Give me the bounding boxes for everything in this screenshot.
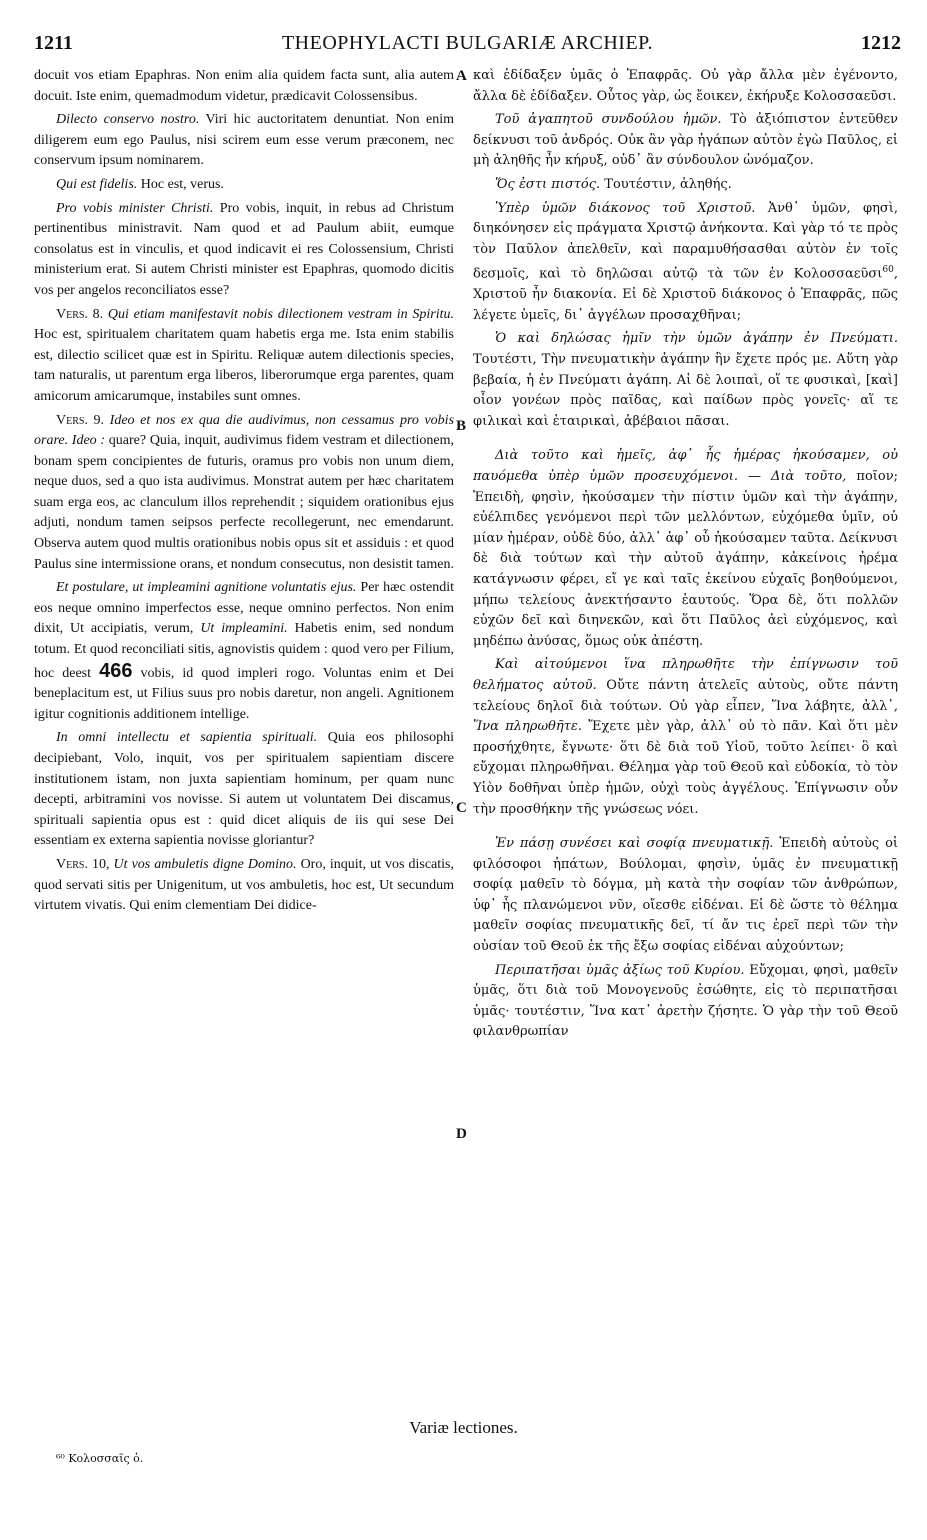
lemma: Τοῦ ἀγαπητοῦ συνδούλου ἡμῶν. [495,112,722,128]
page-number-right: 1212 [861,32,901,54]
latin-paragraph: Qui est fidelis. Hoc est, verus. [56,176,224,192]
lemma: Ut impleamini. [200,621,288,637]
greek-paragraph: Καὶ αἰτούμενοι ἵνα πληρωθῆτε τὴν ἐπίγνωσιν τοῦ θελήματος αὐτοῦ. Οὔτε πάντη ἀτελεῖς αὐτοὺς, οὔτε πάντη τελείους δηλοῖ διὰ τούτων. Οὐ γὰρ εἶπεν, Ἵνα λάβητε, ἀλλ᾽, Ἵνα πληρωθῆτε. Ἔχετε μὲν γὰρ, ἀλλ᾽ οὐ τὸ πᾶν. Καὶ ὅτι μὲν προσήχθητε, ἔγνωτε· ὅτι δὲ διὰ τοῦ Υἱοῦ, τοῦτο λείπει· ὃ καὶ εὔχομαι πληρωθῆναι. Θέλημα γὰρ τοῦ Θεοῦ καὶ εὐδοκία, τὸ τὸν Υἱὸν δοθῆναι ὑπὲρ ἡμῶν, οὐχὶ τοὺς ἀγγέλους. Ἐπίγνωσιν οὖν τὴν προσθήκην τῆς γνώσεως νόει. [473,657,898,817]
lemma: Ideo et nos ex qua die audivimus, non cessamus pro vobis orare. Ideo : [34,412,455,449]
latin-paragraph: docuit vos etiam Epaphras. Non enim alia quidem facta sunt, alia autem docuit. Iste enim, quemadmodum videtur, prædicavit Colossensibus. [34,68,454,104]
greek-paragraph: καὶ ἐδίδαξεν ὑμᾶς ὁ Ἐπαφρᾶς. Οὐ γὰρ ἄλλα μὲν ἐγένοντο, ἄλλα δὲ ἐδίδαξεν. Οὗτος γὰρ, ὡς ἔοικεν, ἐκήρυξε Κολοσσαεῦσι. [473,68,898,104]
running-title: THEOPHYLACTI BULGARIÆ ARCHIEP. [281,32,654,54]
latin-column [34,66,454,920]
greek-paragraph: Περιπατῆσαι ὑμᾶς ἀξίως τοῦ Κυρίου. Εὔχομαι, φησὶ, μαθεῖν ὑμᾶς, ὅτι διὰ τοῦ Μονογενοῦς ἐσώθητε, εἰς τὸ περιπατῆσαι ὑμᾶς· τουτέστιν, Ἵνα κατ᾽ ἀρετὴν ζήσητε. Ὁ γὰρ τὴν τοῦ Θεοῦ φιλανθρωπίαν [473,962,898,1040]
margin-marker-c: C [456,800,467,816]
footnote-ref: 60 [882,265,894,276]
lemma: Καὶ αἰτούμενοι ἵνα πληρωθῆτε τὴν ἐπίγνωσιν τοῦ θελήματος αὐτοῦ. [473,657,898,693]
lemma: Περιπατῆσαι ὑμᾶς ἀξίως τοῦ Κυρίου. [495,962,745,978]
lemma: Dilecto conservo nostro. [56,112,200,128]
lemma: In omni intellectu et sapientia spirituali. [56,730,318,746]
column-number: 466 [99,659,133,682]
lemma: Qui est fidelis. [56,176,138,192]
greek-paragraph: Ὁ καὶ δηλώσας ἡμῖν τὴν ὑμῶν ἀγάπην ἐν Πνεύματι. Τουτέστι, Τὴν πνευματικὴν ἀγάπην ἣν ἔχετε πρός με. Αὕτη γὰρ βεβαία, ἡ ἐν Πνεύματι ἀγάπη. Αἱ δὲ λοιπαὶ, οἵ τε φυσικαὶ, [καὶ] οἷον γονέων πρὸς παῖδας, καὶ παίδων πρὸς γονεῖς· αἵ τε φιλικαὶ καὶ ἑταιρικαὶ, ἀβέβαιοι πᾶσαι. [473,331,898,429]
verse-label: Vers. 10, [56,856,110,872]
greek-column [473,66,898,1046]
verse-label: Vers. 8. [56,306,104,322]
variae-lectiones-heading: Variæ lectiones. [409,1418,518,1437]
lemma: Et postulare, ut impleamini agnitione voluntatis ejus. [56,580,357,596]
running-header [34,30,901,60]
latin-paragraph: Dilecto conservo nostro. Viri hic auctoritatem denuntiat. Non enim diligerem eum ego Paulus, nisi scirem eum esse verum præconem, nec conservum ipsum nominarem. [34,112,454,169]
lemma: Διὰ τοῦτο καὶ ἡμεῖς, ἀφ᾽ ἧς ἡμέρας ἠκούσαμεν, οὐ παυόμεθα ὑπὲρ ὑμῶν προσευχόμενοι. — Διὰ τοῦτο, [473,448,898,485]
lemma: Ut vos ambuletis digne Domino. [113,856,297,872]
lemma: Pro vobis minister Christi. [56,200,214,216]
footnote: ⁶⁰ Κολοσσαῖς ὁ. [56,1452,144,1465]
greek-paragraph: Ἐν πάσῃ συνέσει καὶ σοφίᾳ πνευματικῇ. Ἐπειδὴ αὐτοὺς οἱ φιλόσοφοι ἠπάτων, Βούλομαι, φησὶν, ὑμᾶς ἐν πνευματικῇ σοφίᾳ μαθεῖν τὸ δόγμα, μὴ κατὰ τὴν σοφίαν τῶν ἀνθρώπων, ὑφ᾽ ἧς πλανώμενοι νῦν, οἴεσθε εἰδέναι. Εἰ δὲ ὥστε τὸ θέλημα μαθεῖν σοφίας πνευματικῆς δεῖ, τί ἄν τις ἐρεῖ περὶ τῶν τὴν οὐσίαν τοῦ Θεοῦ ἐκ τῆς ἔξω σοφίας εἰδέναι αὐχούντων; [473,836,898,955]
greek-paragraph: Ὑπὲρ ὑμῶν διάκονος τοῦ Χριστοῦ. Ἀνθ᾽ ὑμῶν, φησὶ, διηκόνησεν εἰς πράγματα Χριστῷ ἀνήκοντα. Καὶ γὰρ τό τε πρὸς τὸν Παῦλον ἀπελθεῖν, καὶ παραμυθήσασθαι αὐτὸν ἐν τοῖς δεσμοῖς, καὶ τὸ δηλῶσαι αὐτῷ τὰ τῶν ἐν Κολοσσαεῦσι$^{60}$, Χριστοῦ ἦν διακονία. Εἰ δὲ Χριστοῦ διάκονος ὁ Ἐπαφρᾶς, πῶς λέγετε ὑμεῖς, δι᾽ ἀγγέλων προσαχθῆναι; [473,200,899,323]
margin-marker-a: A [456,68,467,84]
lemma: Ὁ καὶ δηλώσας ἡμῖν τὴν ὑμῶν ἀγάπην ἐν Πνεύματι. [495,331,898,347]
margin-marker-b: B [456,418,467,434]
latin-paragraph: Vers. 10, Ut vos ambuletis digne Domino. Oro, inquit, ut vos discatis, quod servati sitis per Unigenitum, ut vos ambuletis, hoc est, Ut secundum virtutem vivatis. Qui enim clementiam Dei didice- [34,856,455,914]
lemma: Ὅς ἐστι πιστός. [495,176,601,192]
latin-paragraph: Et postulare, ut impleamini agnitione voluntatis ejus. Per hæc ostendit eos neque omnino imperfectos esse, neque omnino perfectos. Non enim dixit, Ut accipiatis, verum, Ut impleamini. Habetis enim, sed nondum totum. Et quod reconciliati sitis, agnovistis quidem : quod vero per Filium, hoc deest 466 vobis, id quod impleri rogo. Voluntas enim et Dei beneplacitum est, ut Filius suus pro nobis daretur, non angeli. Agnitionem igitur cognitionis additionem intellige. [34,580,455,722]
greek-paragraph: Τοῦ ἀγαπητοῦ συνδούλου ἡμῶν. Τὸ ἀξιόπιστον ἐντεῦθεν δείκνυσι τοῦ ἀνδρός. Οὐκ ἂν γὰρ ἠγάπων αὐτὸν ἐγὼ Παῦλος, εἰ μὴ ἀληθῆς ἦν κήρυξ, οὐδ᾽ ἂν σύνδουλον ὠνόμαζον. [473,112,898,169]
margin-marker-d: D [456,1126,467,1142]
latin-paragraph: In omni intellectu et sapientia spirituali. Quia eos philosophi decipiebant, Volo, inquit, vos per spiritualem sapientiam discere institutionem istam, non juxta sapientiam hominum, per quam nunc decepti, arbitramini vos novisse. Si autem ut voluntatem Dei discamus, spirituali sapientia opus est : quid dicet aliquis de iis qui sese Dei essentiam ex externa sapientia novisse gloriantur? [34,730,454,849]
greek-paragraph: Ὅς ἐστι πιστός. Τουτέστιν, ἀληθής. [495,176,732,192]
lemma: Qui etiam manifestavit nobis dilectionem vestram in Spiritu. [107,306,455,322]
verse-label: Vers. 9. [56,412,105,428]
latin-paragraph: Vers. 9. Ideo et nos ex qua die audivimus, non cessamus pro vobis orare. Ideo : quare? Quia, inquit, audivimus fidem vestram et dilectionem, bonam spem concipientes de futuris, oramus pro vobis non unum diem, neque duos, sed a quo ista audivimus. Monstrat autem per hæc charitatem suam erga eos, ac clanculum illos reprehendit ; siquidem orationibus ejus adjuti, nondum tamen seipsos perfecte recollegerunt, nec emendarunt. Observa autem quod multis orationibus nobis opus sit et assiduis : et quod Paulus sine intermissione orans, et nondum consecutus, non desistit tamen. [34,412,455,572]
latin-paragraph: Vers. 8. Qui etiam manifestavit nobis dilectionem vestram in Spiritu. Hoc est, spiritualem charitatem quam habetis erga me. Ista enim stabilis est, dilectio scilicet quæ est in Spiritu. Reliquæ autem dilectionis species, tam naturalis, ut parentum erga liberos, liberorumque erga parentes, quam amicorum amicarumque, instabiles sunt omnes. [34,306,455,404]
lemma: Ἵνα πληρωθῆτε. [473,719,582,735]
lemma: Ὑπὲρ ὑμῶν διάκονος τοῦ Χριστοῦ. [495,200,756,216]
greek-paragraph: Διὰ τοῦτο καὶ ἡμεῖς, ἀφ᾽ ἧς ἡμέρας ἠκούσαμεν, οὐ παυόμεθα ὑπὲρ ὑμῶν προσευχόμενοι. — Διὰ τοῦτο, ποῖον; Ἐπειδὴ, φησὶν, ἠκούσαμεν τὴν πίστιν ὑμῶν καὶ τὴν ἀγάπην, εὐέλπιδες γενόμενοι περὶ τῶν μελλόντων, εὐχόμεθα ὑμῖν, οὐ μίαν ἡμέραν, οὐδὲ δύο, ἀλλ᾽ ἀφ᾽ οὗ ἠκούσαμεν ταῦτα. Δείκνυσι δὲ διὰ τούτων καὶ τὴν αὐτοῦ ἀγάπην, κἀκείνοις ἠρέμα κατάγνωσιν φέρει, εἴ γε καὶ ταῖς ἐκείνου εὐχαῖς βοηθούμενοι, μήπω τελείους ἀνεκτήσαντο ἑαυτούς. Ὅρα δὲ, ὅτι πολλῶν εὐχῶν δεῖ καὶ διηνεκῶν, καὶ ὅτι Παῦλος ἀεὶ εὐχόμενος, καὶ μηδέπω ἀνύσας, ὅμως οὐκ ἀπέστη. [473,448,898,649]
page-number-left: 1211 [34,32,73,54]
lemma: Ἐν πάσῃ συνέσει καὶ σοφίᾳ πνευματικῇ. [495,836,774,852]
latin-paragraph: Pro vobis minister Christi. Pro vobis, inquit, in rebus ad Christum pertinentibus ministravit. Nam quod et ad Paulum abiit, eumque consolatus est in vinculis, et quod indicavit ei res Colossensium, Christi ministerium erat. Si autem Christi minister est Epaphras, quomodo dicitis vos per angelos reconciliatos esse? [34,200,455,298]
